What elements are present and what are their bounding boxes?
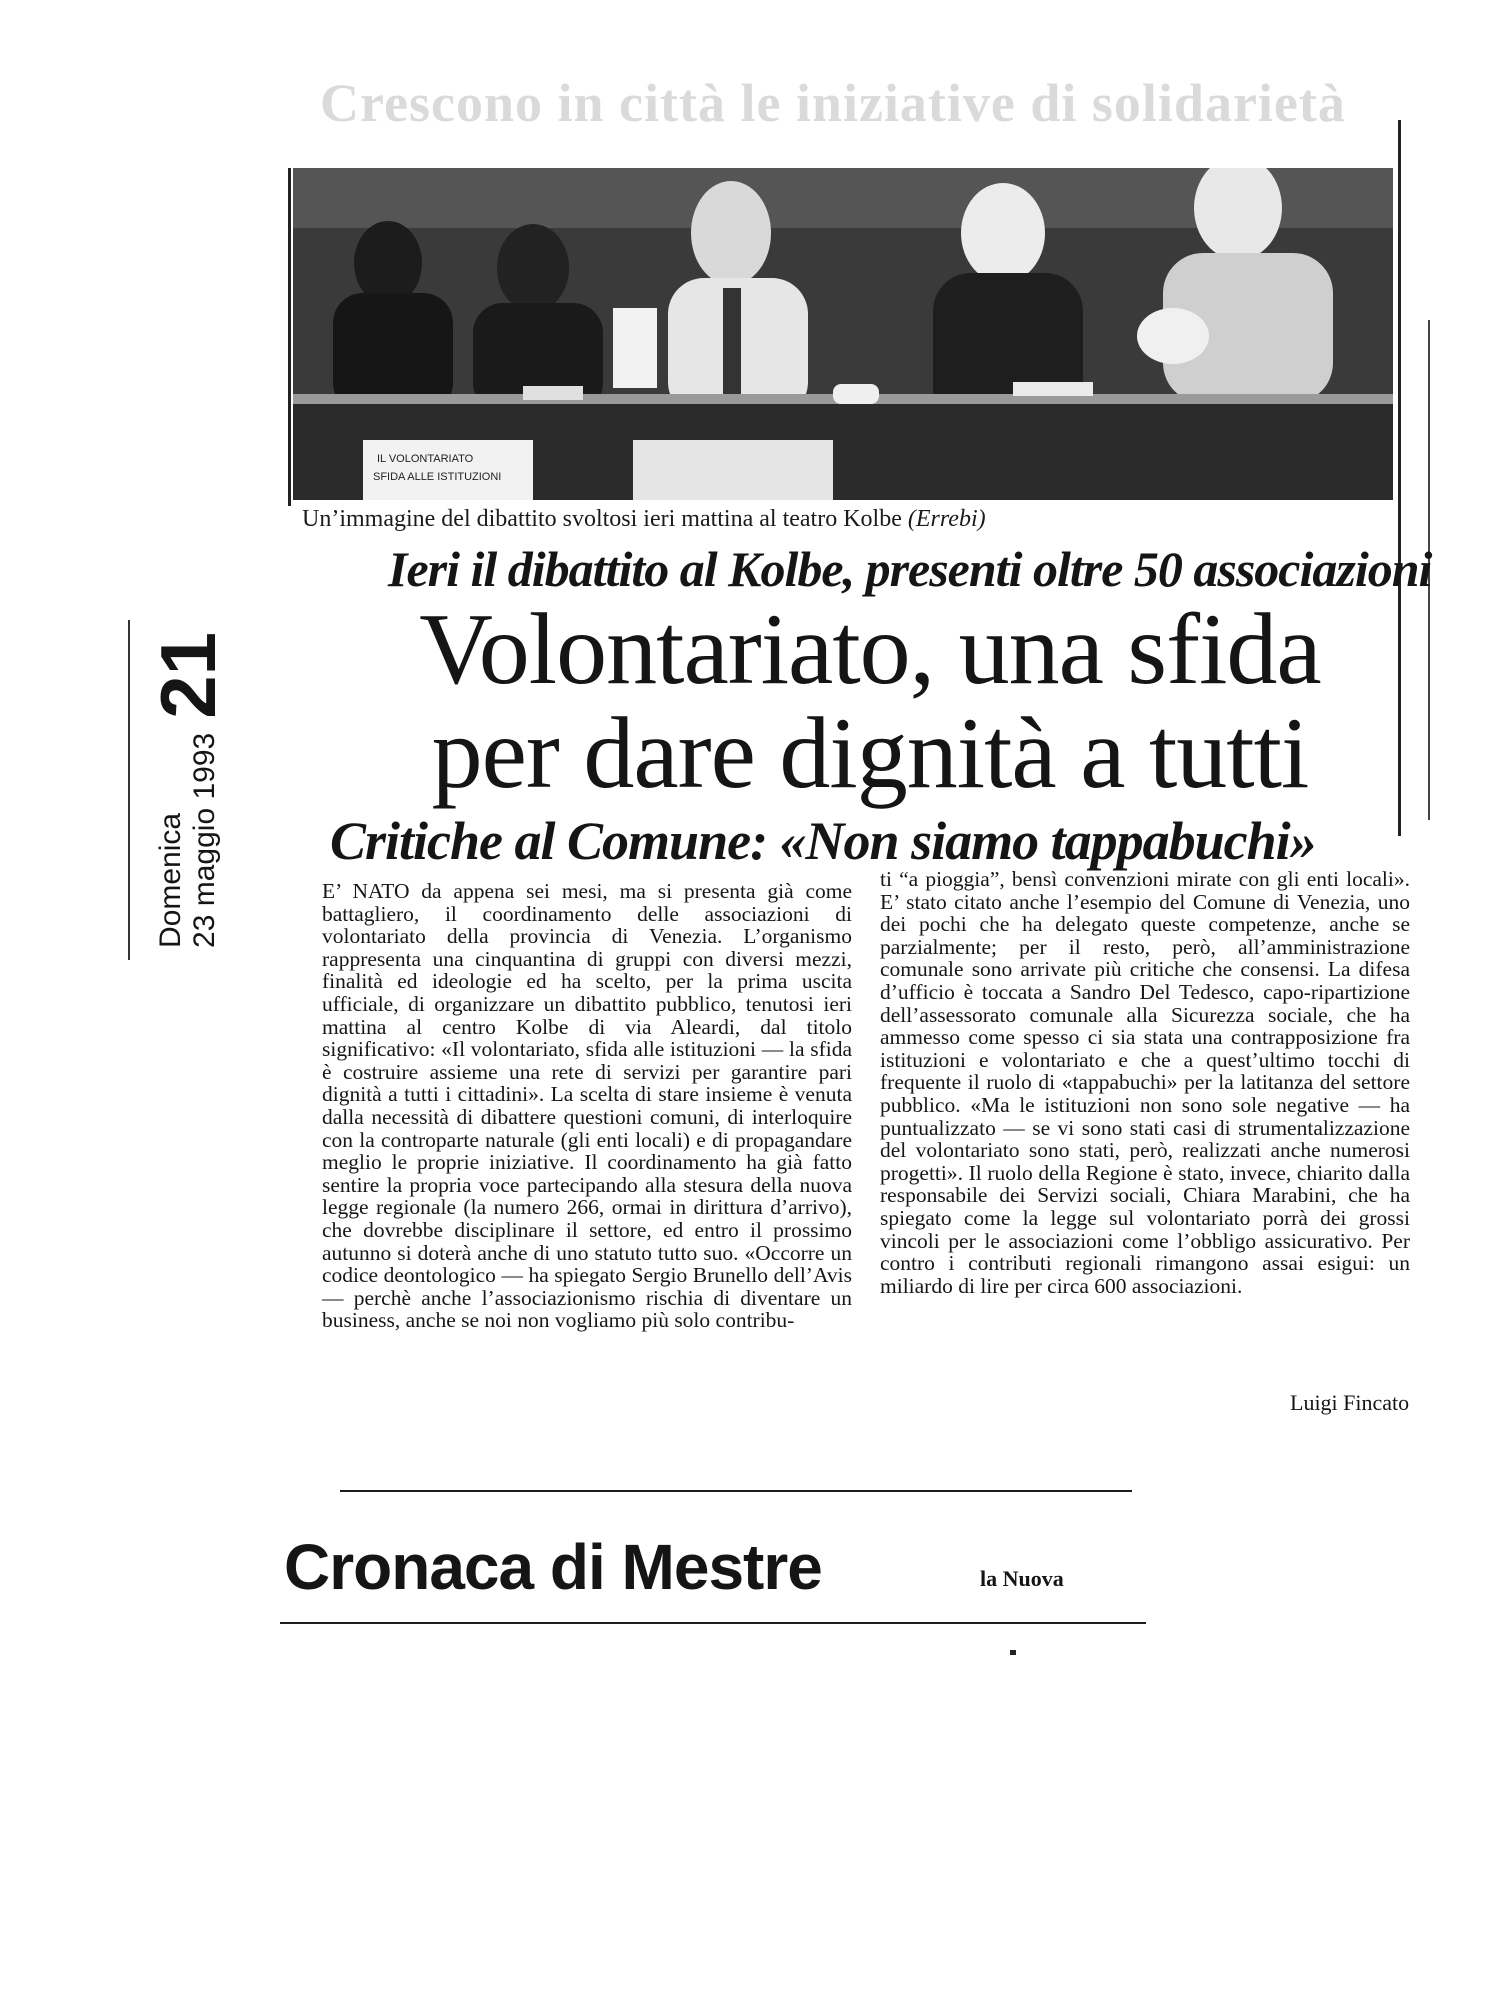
article-photo	[293, 168, 1393, 500]
column-2-text: ti “a pioggia”, bensì convenzioni mirate con gli enti locali». E’ stato citato anche l’esempio del Comune di Venezia, uno dei pochi che ha delegato queste competenze, anche se parzialmente; per il resto, però, all’amministrazione comunale sono arrivate più critiche che consensi. La difesa d’ufficio è toccata a Sandro Del Tedesco, capo-ripartizione dell’assessorato comunale alla Sicurezza sociale, che ha ammesso come spesso ci sia stata una contrapposizione fra istituzioni e volontariato e che a quest’ultimo tocchi di frequente il ruolo di «tappabuchi» per la latitanza del settore pubblico. «Ma le istituzioni non sono sole negative — ha puntualizzato — se vi sono stati casi di strumentalizzazione del volontariato sono stati, però, realizzati anche numerosi progetti». Il ruolo della Regione è stato, invece, chiarito dalla responsabile dei Servizi sociali, Chiara Marabini, che ha spiegato come la legge sul volontariato porrà dei grossi vincoli per le associazioni come l’obbligo assicurativo. Per contro i contributi regionali rimangono assai esigui: un miliardo di lire per circa 600 associazioni.	[880, 867, 1410, 1298]
section-title: Cronaca di Mestre	[284, 1531, 822, 1603]
overline: Ieri il dibattito al Kolbe, presenti oltre 50 associazioni	[388, 541, 1432, 597]
photo-credit: (Errebi)	[907, 506, 986, 532]
footer-rule-top	[340, 1490, 1132, 1492]
newspaper-brand: la Nuova	[980, 1566, 1064, 1591]
date-weekday: Domenica	[154, 812, 187, 948]
photo-sign-line1: IL VOLONTARIATO	[377, 453, 474, 465]
subheadline: Critiche al Comune: «Non siamo tappabuchi»	[330, 811, 1316, 871]
date-month-year: 23 maggio 1993	[188, 732, 221, 948]
article-column-1	[322, 880, 852, 1332]
kicker-faded: Crescono in città le iniziative di solidarietà	[320, 73, 1346, 133]
photo-sign-line2: SFIDA ALLE ISTITUZIONI	[373, 471, 502, 483]
headline-line-1: Volontariato, una sfida	[419, 593, 1321, 706]
photo-right-rule	[1398, 120, 1401, 836]
date-text-lines	[154, 733, 222, 948]
date-rotated	[144, 632, 232, 948]
print-speck	[1010, 1650, 1016, 1655]
date-box	[128, 620, 246, 960]
headline-line-2: per dare dignità a tutti	[431, 697, 1309, 810]
column-1-text: E’ NATO da appena sei mesi, ma si presenta già come battagliero, il coordinamento delle associazioni di volontariato della provincia di Venezia. L’organismo rappresenta una cinquantina di gruppi con diversi mezzi, finalità ed ideologie ed ha scelto, per la prima uscita ufficiale, di organizzare un dibattito pubblico, tenutosi ieri mattina al centro Kolbe di via Aleardi, dal titolo significativo: «Il volontariato, sfida alle istituzioni — la sfida è costruire assieme una rete di servizi per garantire pari dignità a tutti i cittadini». La scelta di stare insieme è venuta dalla necessità di dibattere questioni comuni, di interloquire con la controparte naturale (gli enti locali) e di propagandare meglio le proprie iniziative. Il coordinamento ha già fatto sentire la propria voce partecipando alla stesura della nuova legge regionale (la numero 266, ormai in dirittura d’arrivo), che dovrebbe disciplinare il settore, ed entro il prossimo autunno si doterà anche di uno statuto tutto suo. «Occorre un codice deontologico — ha spiegato Sergio Brunello dell’Avis — perchè anche l’associazionismo rischia di diventare un business, anche se noi non vogliamo più solo contribu-	[322, 879, 852, 1333]
article-column-2	[880, 868, 1410, 1297]
date-day-number: 21	[144, 632, 232, 719]
photo-caption	[302, 506, 986, 533]
byline: Luigi Fincato	[1290, 1390, 1410, 1415]
photo-left-rule	[288, 168, 291, 506]
caption-text: Un’immagine del dibattito svoltosi ieri mattina al teatro Kolbe	[302, 506, 902, 532]
footer-rule-bottom	[280, 1622, 1146, 1624]
headline	[370, 593, 1370, 810]
